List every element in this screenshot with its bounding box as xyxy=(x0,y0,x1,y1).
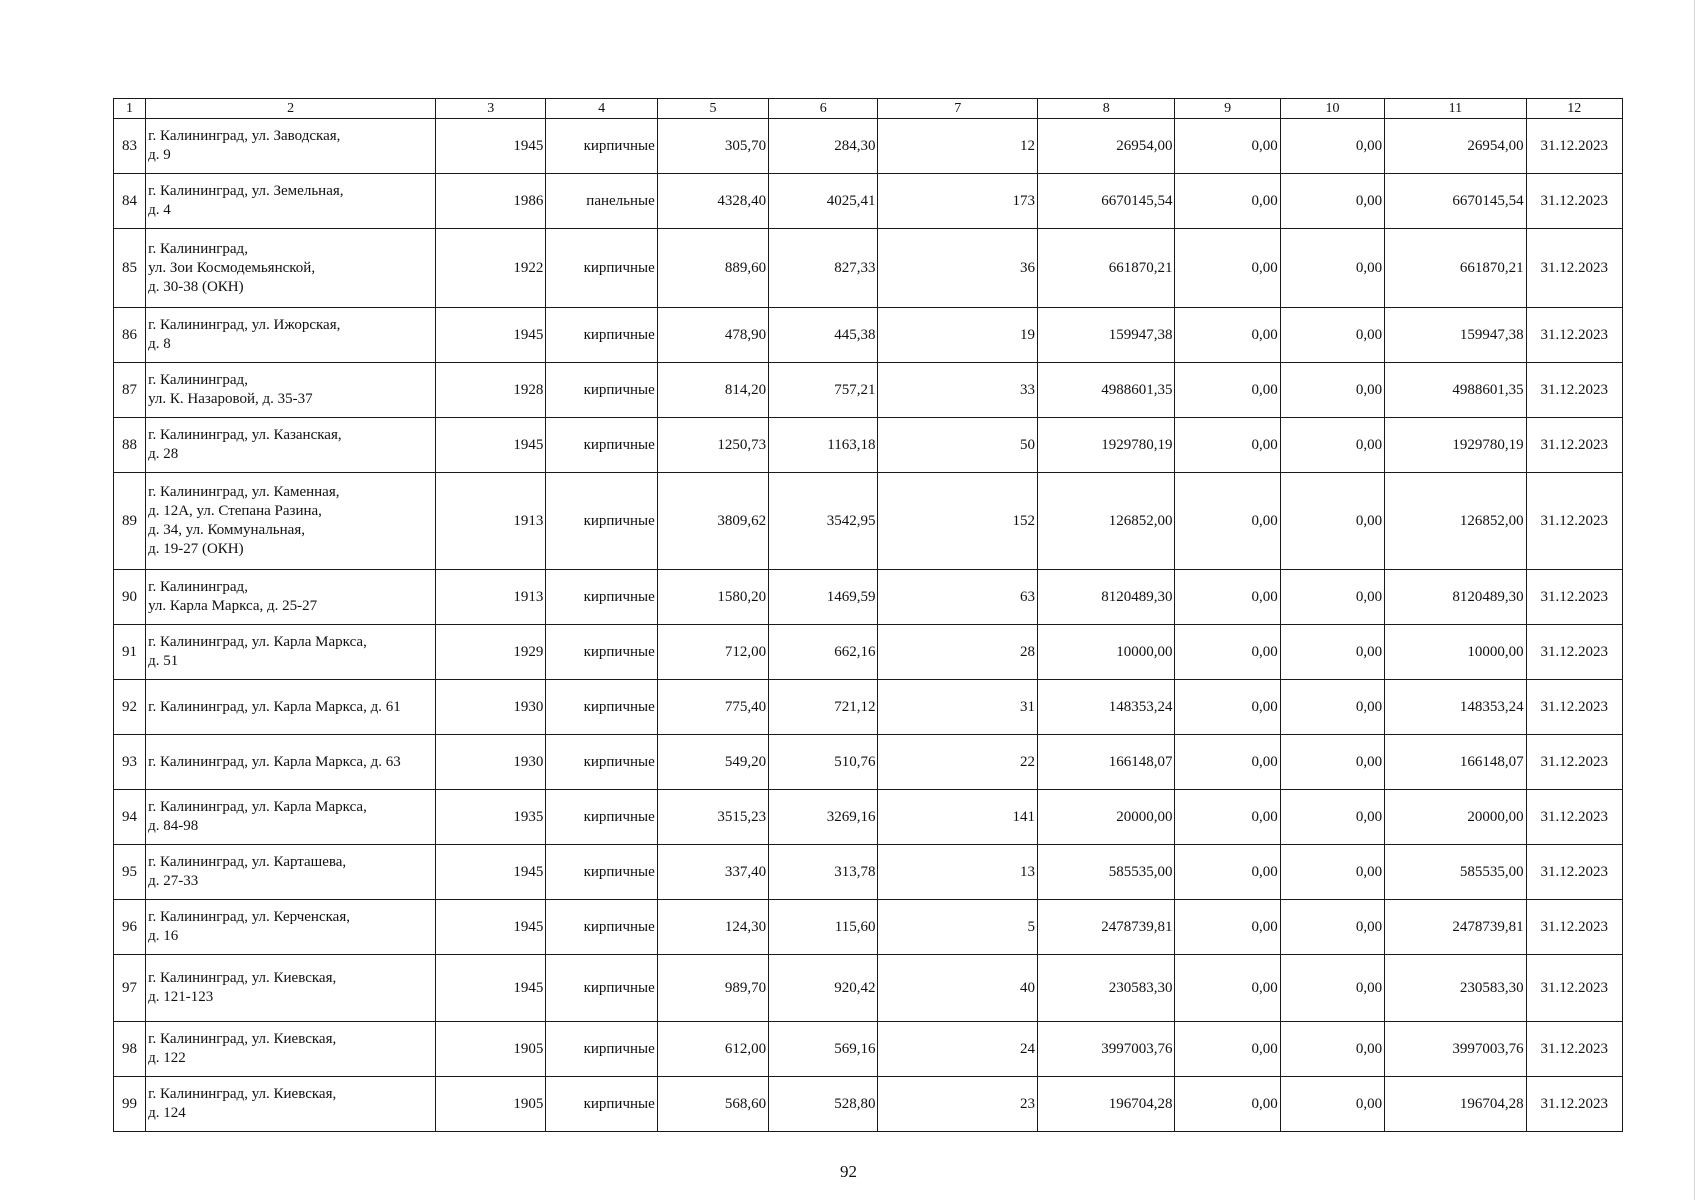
year-cell: 1986 xyxy=(436,174,546,229)
owner-funds-cell: 166148,07 xyxy=(1385,735,1526,790)
cost-total-cell: 2478739,81 xyxy=(1038,900,1175,955)
table-row xyxy=(114,174,1623,229)
row-number: 97 xyxy=(114,955,146,1022)
owner-funds-cell: 230583,30 xyxy=(1385,955,1526,1022)
wall-material-cell: кирпичные xyxy=(546,418,657,473)
cost-total-cell: 126852,00 xyxy=(1038,473,1175,570)
total-area-cell: 478,90 xyxy=(657,308,768,363)
deadline-cell: 31.12.2023 xyxy=(1526,570,1622,625)
living-area-cell: 284,30 xyxy=(769,119,878,174)
fund-cell: 0,00 xyxy=(1175,790,1280,845)
wall-material-cell: кирпичные xyxy=(546,680,657,735)
living-area-cell: 3542,95 xyxy=(769,473,878,570)
owner-funds-cell: 2478739,81 xyxy=(1385,900,1526,955)
wall-material-cell: кирпичные xyxy=(546,229,657,308)
cost-total-cell: 10000,00 xyxy=(1038,625,1175,680)
residents-cell: 13 xyxy=(878,845,1038,900)
year-cell: 1929 xyxy=(436,625,546,680)
budget-cell: 0,00 xyxy=(1280,1022,1384,1077)
housing-registry-table xyxy=(113,98,1623,1132)
owner-funds-cell: 4988601,35 xyxy=(1385,363,1526,418)
table-row xyxy=(114,735,1623,790)
residents-cell: 141 xyxy=(878,790,1038,845)
deadline-cell: 31.12.2023 xyxy=(1526,473,1622,570)
address-cell: г. Калининград, ул. Карташева, д. 27-33 xyxy=(146,845,436,900)
fund-cell: 0,00 xyxy=(1175,735,1280,790)
year-cell: 1922 xyxy=(436,229,546,308)
row-number: 99 xyxy=(114,1077,146,1132)
cost-total-cell: 166148,07 xyxy=(1038,735,1175,790)
living-area-cell: 662,16 xyxy=(769,625,878,680)
owner-funds-cell: 26954,00 xyxy=(1385,119,1526,174)
scan-edge-line xyxy=(1694,0,1695,1200)
total-area-cell: 337,40 xyxy=(657,845,768,900)
total-area-cell: 3809,62 xyxy=(657,473,768,570)
residents-cell: 23 xyxy=(878,1077,1038,1132)
column-header: 3 xyxy=(436,99,546,119)
year-cell: 1945 xyxy=(436,418,546,473)
table-row xyxy=(114,625,1623,680)
total-area-cell: 568,60 xyxy=(657,1077,768,1132)
residents-cell: 50 xyxy=(878,418,1038,473)
budget-cell: 0,00 xyxy=(1280,308,1384,363)
address-cell: г. Калининград, ул. Карла Маркса, д. 51 xyxy=(146,625,436,680)
deadline-cell: 31.12.2023 xyxy=(1526,1022,1622,1077)
budget-cell: 0,00 xyxy=(1280,174,1384,229)
column-header: 5 xyxy=(657,99,768,119)
table-row xyxy=(114,1077,1623,1132)
table-row xyxy=(114,363,1623,418)
cost-total-cell: 8120489,30 xyxy=(1038,570,1175,625)
table-row xyxy=(114,119,1623,174)
address-cell: г. Калининград, ул. Керченская, д. 16 xyxy=(146,900,436,955)
residents-cell: 63 xyxy=(878,570,1038,625)
address-cell: г. Калининград, ул. Карла Маркса, д. 25-27 xyxy=(146,570,436,625)
year-cell: 1930 xyxy=(436,680,546,735)
fund-cell: 0,00 xyxy=(1175,845,1280,900)
budget-cell: 0,00 xyxy=(1280,570,1384,625)
residents-cell: 31 xyxy=(878,680,1038,735)
fund-cell: 0,00 xyxy=(1175,1022,1280,1077)
wall-material-cell: кирпичные xyxy=(546,790,657,845)
cost-total-cell: 148353,24 xyxy=(1038,680,1175,735)
deadline-cell: 31.12.2023 xyxy=(1526,955,1622,1022)
living-area-cell: 115,60 xyxy=(769,900,878,955)
deadline-cell: 31.12.2023 xyxy=(1526,174,1622,229)
row-number: 88 xyxy=(114,418,146,473)
deadline-cell: 31.12.2023 xyxy=(1526,1077,1622,1132)
column-header: 8 xyxy=(1038,99,1175,119)
row-number: 98 xyxy=(114,1022,146,1077)
living-area-cell: 4025,41 xyxy=(769,174,878,229)
deadline-cell: 31.12.2023 xyxy=(1526,418,1622,473)
column-header: 6 xyxy=(769,99,878,119)
living-area-cell: 1469,59 xyxy=(769,570,878,625)
wall-material-cell: кирпичные xyxy=(546,845,657,900)
deadline-cell: 31.12.2023 xyxy=(1526,625,1622,680)
deadline-cell: 31.12.2023 xyxy=(1526,119,1622,174)
budget-cell: 0,00 xyxy=(1280,625,1384,680)
row-number: 86 xyxy=(114,308,146,363)
budget-cell: 0,00 xyxy=(1280,473,1384,570)
owner-funds-cell: 126852,00 xyxy=(1385,473,1526,570)
fund-cell: 0,00 xyxy=(1175,174,1280,229)
budget-cell: 0,00 xyxy=(1280,900,1384,955)
fund-cell: 0,00 xyxy=(1175,680,1280,735)
cost-total-cell: 585535,00 xyxy=(1038,845,1175,900)
column-header: 1 xyxy=(114,99,146,119)
fund-cell: 0,00 xyxy=(1175,119,1280,174)
residents-cell: 22 xyxy=(878,735,1038,790)
cost-total-cell: 6670145,54 xyxy=(1038,174,1175,229)
total-area-cell: 124,30 xyxy=(657,900,768,955)
wall-material-cell: кирпичные xyxy=(546,955,657,1022)
total-area-cell: 712,00 xyxy=(657,625,768,680)
owner-funds-cell: 1929780,19 xyxy=(1385,418,1526,473)
row-number: 87 xyxy=(114,363,146,418)
budget-cell: 0,00 xyxy=(1280,680,1384,735)
fund-cell: 0,00 xyxy=(1175,473,1280,570)
page-number: 92 xyxy=(840,1162,857,1181)
budget-cell: 0,00 xyxy=(1280,955,1384,1022)
table-row xyxy=(114,308,1623,363)
table-row xyxy=(114,473,1623,570)
living-area-cell: 827,33 xyxy=(769,229,878,308)
fund-cell: 0,00 xyxy=(1175,418,1280,473)
total-area-cell: 3515,23 xyxy=(657,790,768,845)
fund-cell: 0,00 xyxy=(1175,363,1280,418)
total-area-cell: 814,20 xyxy=(657,363,768,418)
total-area-cell: 4328,40 xyxy=(657,174,768,229)
address-cell: г. Калининград, ул. Карла Маркса, д. 61 xyxy=(146,680,436,735)
cost-total-cell: 20000,00 xyxy=(1038,790,1175,845)
column-number-row xyxy=(114,99,1623,119)
table-row xyxy=(114,418,1623,473)
owner-funds-cell: 148353,24 xyxy=(1385,680,1526,735)
residents-cell: 12 xyxy=(878,119,1038,174)
wall-material-cell: кирпичные xyxy=(546,735,657,790)
total-area-cell: 612,00 xyxy=(657,1022,768,1077)
living-area-cell: 3269,16 xyxy=(769,790,878,845)
table-body xyxy=(114,119,1623,1132)
year-cell: 1913 xyxy=(436,473,546,570)
wall-material-cell: кирпичные xyxy=(546,119,657,174)
fund-cell: 0,00 xyxy=(1175,955,1280,1022)
column-header: 7 xyxy=(878,99,1038,119)
fund-cell: 0,00 xyxy=(1175,229,1280,308)
table-row xyxy=(114,790,1623,845)
year-cell: 1945 xyxy=(436,845,546,900)
address-cell: г. Калининград, ул. Киевская, д. 124 xyxy=(146,1077,436,1132)
budget-cell: 0,00 xyxy=(1280,735,1384,790)
deadline-cell: 31.12.2023 xyxy=(1526,900,1622,955)
address-cell: г. Калининград, ул. Каменная, д. 12А, ул. Степана Разина, д. 34, ул. Коммунальная, д. 19-27 (ОКН) xyxy=(146,473,436,570)
year-cell: 1905 xyxy=(436,1022,546,1077)
residents-cell: 5 xyxy=(878,900,1038,955)
owner-funds-cell: 6670145,54 xyxy=(1385,174,1526,229)
table-row xyxy=(114,1022,1623,1077)
cost-total-cell: 3997003,76 xyxy=(1038,1022,1175,1077)
row-number: 96 xyxy=(114,900,146,955)
living-area-cell: 510,76 xyxy=(769,735,878,790)
column-header: 12 xyxy=(1526,99,1622,119)
residents-cell: 19 xyxy=(878,308,1038,363)
address-cell: г. Калининград, ул. К. Назаровой, д. 35-37 xyxy=(146,363,436,418)
wall-material-cell: кирпичные xyxy=(546,473,657,570)
residents-cell: 152 xyxy=(878,473,1038,570)
living-area-cell: 528,80 xyxy=(769,1077,878,1132)
row-number: 91 xyxy=(114,625,146,680)
cost-total-cell: 26954,00 xyxy=(1038,119,1175,174)
column-header: 10 xyxy=(1280,99,1384,119)
year-cell: 1905 xyxy=(436,1077,546,1132)
fund-cell: 0,00 xyxy=(1175,625,1280,680)
table-row xyxy=(114,570,1623,625)
fund-cell: 0,00 xyxy=(1175,900,1280,955)
owner-funds-cell: 159947,38 xyxy=(1385,308,1526,363)
cost-total-cell: 661870,21 xyxy=(1038,229,1175,308)
wall-material-cell: кирпичные xyxy=(546,570,657,625)
row-number: 85 xyxy=(114,229,146,308)
budget-cell: 0,00 xyxy=(1280,363,1384,418)
deadline-cell: 31.12.2023 xyxy=(1526,229,1622,308)
row-number: 83 xyxy=(114,119,146,174)
cost-total-cell: 1929780,19 xyxy=(1038,418,1175,473)
row-number: 90 xyxy=(114,570,146,625)
wall-material-cell: кирпичные xyxy=(546,363,657,418)
address-cell: г. Калининград, ул. Киевская, д. 121-123 xyxy=(146,955,436,1022)
cost-total-cell: 196704,28 xyxy=(1038,1077,1175,1132)
living-area-cell: 920,42 xyxy=(769,955,878,1022)
owner-funds-cell: 196704,28 xyxy=(1385,1077,1526,1132)
budget-cell: 0,00 xyxy=(1280,229,1384,308)
deadline-cell: 31.12.2023 xyxy=(1526,845,1622,900)
fund-cell: 0,00 xyxy=(1175,570,1280,625)
wall-material-cell: кирпичные xyxy=(546,1022,657,1077)
address-cell: г. Калининград, ул. Ижорская, д. 8 xyxy=(146,308,436,363)
budget-cell: 0,00 xyxy=(1280,1077,1384,1132)
address-cell: г. Калининград, ул. Зои Космодемьянской, д. 30-38 (ОКН) xyxy=(146,229,436,308)
address-cell: г. Калининград, ул. Земельная, д. 4 xyxy=(146,174,436,229)
deadline-cell: 31.12.2023 xyxy=(1526,680,1622,735)
residents-cell: 28 xyxy=(878,625,1038,680)
budget-cell: 0,00 xyxy=(1280,845,1384,900)
budget-cell: 0,00 xyxy=(1280,119,1384,174)
year-cell: 1935 xyxy=(436,790,546,845)
owner-funds-cell: 8120489,30 xyxy=(1385,570,1526,625)
address-cell: г. Калининград, ул. Карла Маркса, д. 63 xyxy=(146,735,436,790)
residents-cell: 40 xyxy=(878,955,1038,1022)
row-number: 92 xyxy=(114,680,146,735)
row-number: 94 xyxy=(114,790,146,845)
year-cell: 1930 xyxy=(436,735,546,790)
wall-material-cell: кирпичные xyxy=(546,1077,657,1132)
living-area-cell: 313,78 xyxy=(769,845,878,900)
owner-funds-cell: 585535,00 xyxy=(1385,845,1526,900)
address-cell: г. Калининград, ул. Заводская, д. 9 xyxy=(146,119,436,174)
residents-cell: 36 xyxy=(878,229,1038,308)
total-area-cell: 305,70 xyxy=(657,119,768,174)
row-number: 95 xyxy=(114,845,146,900)
table-row xyxy=(114,229,1623,308)
address-cell: г. Калининград, ул. Казанская, д. 28 xyxy=(146,418,436,473)
budget-cell: 0,00 xyxy=(1280,418,1384,473)
year-cell: 1945 xyxy=(436,955,546,1022)
owner-funds-cell: 20000,00 xyxy=(1385,790,1526,845)
residents-cell: 173 xyxy=(878,174,1038,229)
total-area-cell: 989,70 xyxy=(657,955,768,1022)
fund-cell: 0,00 xyxy=(1175,308,1280,363)
living-area-cell: 445,38 xyxy=(769,308,878,363)
living-area-cell: 757,21 xyxy=(769,363,878,418)
row-number: 89 xyxy=(114,473,146,570)
total-area-cell: 1250,73 xyxy=(657,418,768,473)
table-row xyxy=(114,845,1623,900)
year-cell: 1945 xyxy=(436,119,546,174)
wall-material-cell: кирпичные xyxy=(546,308,657,363)
living-area-cell: 721,12 xyxy=(769,680,878,735)
residents-cell: 33 xyxy=(878,363,1038,418)
fund-cell: 0,00 xyxy=(1175,1077,1280,1132)
deadline-cell: 31.12.2023 xyxy=(1526,308,1622,363)
owner-funds-cell: 10000,00 xyxy=(1385,625,1526,680)
living-area-cell: 569,16 xyxy=(769,1022,878,1077)
table-row xyxy=(114,680,1623,735)
row-number: 93 xyxy=(114,735,146,790)
owner-funds-cell: 661870,21 xyxy=(1385,229,1526,308)
address-cell: г. Калининград, ул. Карла Маркса, д. 84-98 xyxy=(146,790,436,845)
cost-total-cell: 159947,38 xyxy=(1038,308,1175,363)
year-cell: 1913 xyxy=(436,570,546,625)
wall-material-cell: кирпичные xyxy=(546,625,657,680)
wall-material-cell: панельные xyxy=(546,174,657,229)
total-area-cell: 1580,20 xyxy=(657,570,768,625)
table-row xyxy=(114,955,1623,1022)
budget-cell: 0,00 xyxy=(1280,790,1384,845)
table-row xyxy=(114,900,1623,955)
total-area-cell: 775,40 xyxy=(657,680,768,735)
deadline-cell: 31.12.2023 xyxy=(1526,363,1622,418)
cost-total-cell: 230583,30 xyxy=(1038,955,1175,1022)
cost-total-cell: 4988601,35 xyxy=(1038,363,1175,418)
total-area-cell: 889,60 xyxy=(657,229,768,308)
year-cell: 1928 xyxy=(436,363,546,418)
column-header: 9 xyxy=(1175,99,1280,119)
owner-funds-cell: 3997003,76 xyxy=(1385,1022,1526,1077)
column-header: 2 xyxy=(146,99,436,119)
year-cell: 1945 xyxy=(436,308,546,363)
deadline-cell: 31.12.2023 xyxy=(1526,790,1622,845)
column-header: 11 xyxy=(1385,99,1526,119)
living-area-cell: 1163,18 xyxy=(769,418,878,473)
year-cell: 1945 xyxy=(436,900,546,955)
address-cell: г. Калининград, ул. Киевская, д. 122 xyxy=(146,1022,436,1077)
total-area-cell: 549,20 xyxy=(657,735,768,790)
deadline-cell: 31.12.2023 xyxy=(1526,735,1622,790)
column-header: 4 xyxy=(546,99,657,119)
residents-cell: 24 xyxy=(878,1022,1038,1077)
wall-material-cell: кирпичные xyxy=(546,900,657,955)
row-number: 84 xyxy=(114,174,146,229)
